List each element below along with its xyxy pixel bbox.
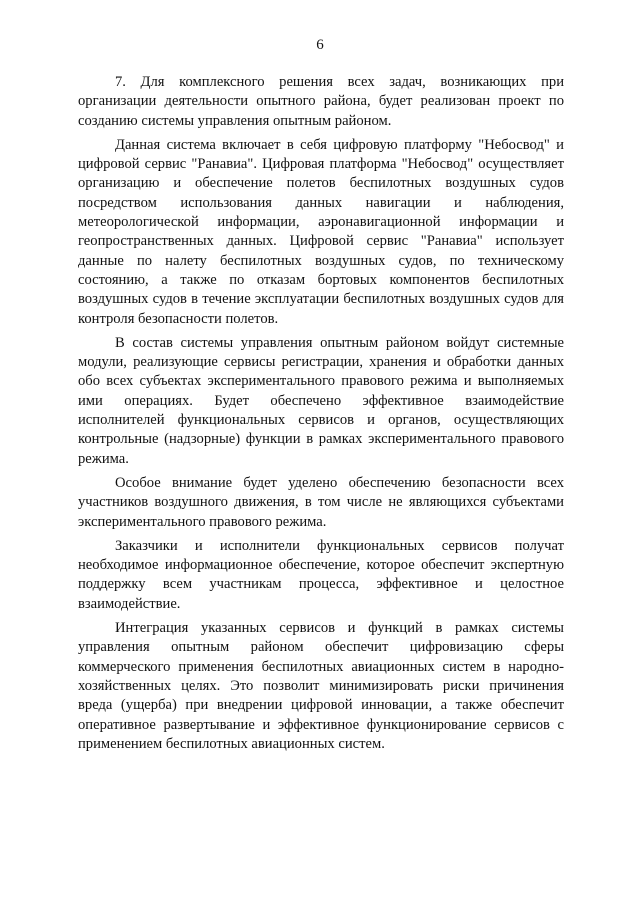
paragraph-integration: Интеграция указанных сервисов и функций в рамках системы управления опытным районом обеспечит цифровизацию сферы коммерческого применения беспилотных авиационных систем в народно-хозяйственных целях. Это позволит минимизировать риски причинения вреда (ущерба) при внедрении цифровой инновации, а также обеспечит оперативное развертывание и эффективное функционирование сервисов с применением беспилотных авиационных систем. xyxy=(78,620,564,752)
paragraph-item-7: 7. Для комплексного решения всех задач, возникающих при организации деятельности опытного района, будет реализован проект по созданию системы управления опытным районом. xyxy=(78,74,564,129)
paragraph-system-modules: В состав системы управления опытным районом войдут системные модули, реализующие сервисы регистрации, хранения и обработки данных обо всех субъектах экспериментального правового режима и выполняемых ими операциях. Будет обеспечено эффективное взаимодействие исполнителей функциональных сервисов и органов, осуществляющих контрольные (надзорные) функции в рамках экспериментального правового режима. xyxy=(78,334,564,467)
page-number: 6 xyxy=(316,37,324,53)
paragraph-safety: Особое внимание будет уделено обеспечению безопасности всех участников воздушного движения, в том числе не являющихся субъектами экспериментального правового режима. xyxy=(78,474,564,530)
paragraph-platform-description: Данная система включает в себя цифровую платформу "Небосвод" и цифровой сервис "Ранавиа". Цифровая платформа "Небосвод" осуществляет организацию и обеспечение полетов беспилотных воздушных судов посредством использования данных навигации и наблюдения, метеорологической информации, аэронавигационной информации и геопространственных данных. Цифровой сервис "Ранавиа" использует данные по налету беспилотных воздушных судов, по техническому состоянию, а также по отказам бортовых компонентов беспилотных воздушных судов в течение эксплуатации беспилотных воздушных судов для контроля безопасности полетов. xyxy=(78,136,564,327)
paragraph-customers: Заказчики и исполнители функциональных сервисов получат необходимое информационное обеспечение, которое обеспечит экспертную поддержку всем участникам процесса, эффективное и целостное взаимодействие. xyxy=(78,537,564,612)
document-body xyxy=(78,73,564,759)
